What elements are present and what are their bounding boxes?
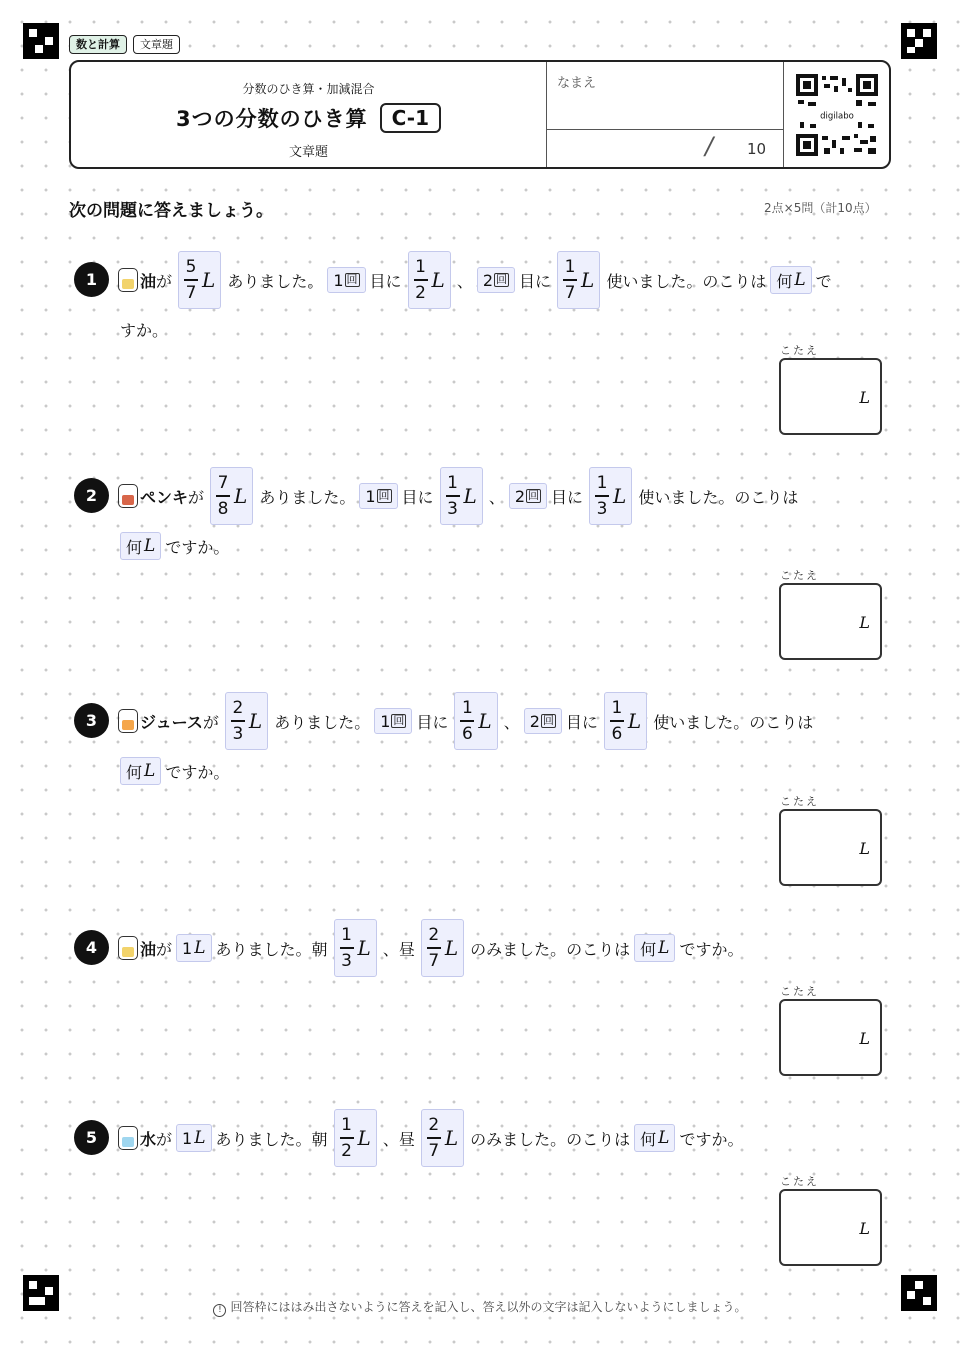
text: 使いました。のこりは [638, 487, 799, 507]
fraction-used-1 [408, 251, 451, 309]
answer-box[interactable] [779, 1189, 882, 1266]
text: 、 [488, 487, 505, 507]
answer-unit: L [859, 1219, 870, 1238]
question-chip [634, 1124, 675, 1152]
oil-bottle-icon [118, 268, 138, 292]
fraction-morning [334, 1109, 377, 1167]
text: ありました。 [227, 271, 324, 291]
answer-box[interactable] [779, 999, 882, 1076]
whole: 1 [182, 1128, 193, 1148]
text: 、 [503, 712, 520, 732]
fraction-used-2 [557, 251, 600, 309]
tag-number-calc: 数と計算 [69, 35, 127, 54]
footer-text: 回答枠にははみ出さないように答えを記入し、答え以外の文字は記入しないようにしましょう。 [230, 1300, 747, 1314]
text: ありました。 [274, 712, 371, 732]
water-glass-icon [118, 1126, 138, 1150]
answer-unit: L [859, 839, 870, 858]
denominator: 7 [428, 1140, 440, 1161]
subject: 油 [140, 939, 157, 959]
particle: が [156, 1129, 173, 1149]
denominator: 2 [415, 282, 426, 303]
times-chip [359, 483, 397, 509]
qr-label: digilabo [820, 111, 854, 122]
text: 、 [456, 271, 473, 291]
count: 1 [380, 711, 391, 731]
problem-text-line-2 [120, 317, 168, 341]
level-badge: C-1 [380, 103, 441, 133]
numerator: 1 [341, 925, 352, 946]
problem-text-line [118, 692, 813, 750]
footer-note [0, 1298, 960, 1317]
text: すか。 [120, 320, 169, 340]
oil-bottle-icon [118, 936, 138, 960]
text: のみました。のこりは [470, 1129, 631, 1149]
paint-can-icon [118, 484, 138, 508]
times-chip [374, 708, 412, 734]
answer-box[interactable] [779, 809, 882, 886]
numerator: 1 [341, 1115, 352, 1136]
points-info: 2点×5問（計10点） [764, 201, 877, 215]
unit: L [627, 709, 642, 733]
problem-text-line [118, 919, 743, 977]
problem-number: 2 [74, 478, 109, 513]
fraction-noon [421, 919, 464, 977]
subject: ペンキ [140, 487, 189, 507]
text: ですか。 [165, 762, 230, 782]
denominator: 3 [341, 950, 352, 971]
particle: が [202, 712, 219, 732]
numerator: 2 [428, 1115, 440, 1136]
denominator: 8 [217, 498, 229, 519]
nani: 何 [640, 939, 657, 959]
answer-unit: L [859, 613, 870, 632]
nani: 何 [640, 1129, 657, 1149]
subject: 水 [140, 1129, 157, 1149]
answer-unit: L [859, 388, 870, 407]
problem-text-line [118, 467, 798, 525]
problem-text-line [118, 251, 832, 309]
unit: L [431, 268, 445, 292]
corner-marker-top-left [23, 23, 59, 59]
text: 目に [565, 712, 598, 732]
unit: L [658, 938, 670, 958]
text: ですか。 [679, 939, 744, 959]
denominator: 7 [428, 950, 440, 971]
unit: L [444, 936, 459, 960]
denominator: 7 [185, 282, 197, 303]
question-chip [770, 266, 811, 294]
denominator: 7 [564, 282, 576, 303]
juice-box-icon [118, 709, 138, 733]
kai-glyph: 回 [496, 273, 508, 286]
numerator: 5 [185, 257, 197, 278]
answer-label: こたえ [780, 569, 819, 582]
kai-glyph: 回 [542, 714, 554, 727]
worksheet-header [69, 60, 891, 169]
count: 1 [333, 270, 344, 290]
particle: が [156, 939, 173, 959]
text: 使いました。のこりは [606, 271, 767, 291]
fraction-used-2 [589, 467, 632, 525]
score-field[interactable] [547, 130, 783, 167]
text: 目に [416, 712, 449, 732]
unit: L [248, 709, 263, 733]
whole-amount-chip [176, 934, 211, 962]
subject: ジュース [140, 712, 203, 732]
worksheet-subtitle: 分数のひき算・加減混合 [242, 82, 375, 96]
times-chip [327, 267, 365, 293]
kai-glyph: 回 [528, 489, 540, 502]
numerator: 1 [461, 698, 473, 719]
denominator: 3 [596, 498, 608, 519]
unit: L [144, 536, 156, 556]
times-chip [477, 267, 515, 293]
problem-text-line [118, 1109, 743, 1167]
problem-text-line-2 [120, 531, 229, 561]
text: ありました。朝 [215, 939, 328, 959]
problem-number: 1 [74, 262, 109, 297]
score-slash: / [705, 132, 714, 160]
whole: 1 [182, 938, 193, 958]
question-chip [120, 757, 161, 785]
count: 2 [482, 270, 494, 290]
text: ですか。 [165, 537, 230, 557]
unit: L [613, 484, 627, 508]
unit: L [194, 938, 206, 958]
times-chip [509, 483, 547, 509]
problem-number: 3 [74, 703, 109, 738]
answer-label: こたえ [780, 344, 819, 357]
corner-marker-top-right [901, 23, 937, 59]
count: 2 [514, 486, 526, 506]
unit: L [658, 1128, 670, 1148]
problem-number: 5 [74, 1120, 109, 1155]
fraction-used-1 [440, 467, 483, 525]
nani: 何 [776, 271, 793, 291]
worksheet-type: 文章題 [288, 145, 328, 160]
count: 1 [365, 486, 376, 506]
text: で [815, 271, 832, 291]
answer-label: こたえ [780, 985, 819, 998]
fraction-noon [421, 1109, 464, 1167]
unit: L [581, 268, 595, 292]
denominator: 6 [461, 723, 473, 744]
fraction-amount [210, 467, 253, 525]
text: 目に [551, 487, 584, 507]
answer-box[interactable] [779, 358, 882, 435]
subject: 油 [140, 271, 157, 291]
nani: 何 [126, 762, 143, 782]
text: 、昼 [382, 939, 415, 959]
tag-word-problem: 文章題 [133, 35, 180, 54]
numerator: 1 [564, 257, 576, 278]
text: のみました。のこりは [470, 939, 631, 959]
text: 目に [369, 271, 402, 291]
whole-amount-chip [176, 1124, 211, 1152]
name-label: なまえ [557, 76, 597, 91]
text: 、昼 [382, 1129, 415, 1149]
numerator: 7 [217, 473, 229, 494]
score-total: 10 [747, 140, 767, 158]
problem-text-line-2 [120, 756, 229, 786]
numerator: 2 [428, 925, 440, 946]
problem-number: 4 [74, 930, 109, 965]
nani: 何 [126, 537, 143, 557]
unit: L [463, 484, 477, 508]
denominator: 2 [341, 1140, 352, 1161]
instruction: 次の問題に答えましょう。 [69, 201, 273, 221]
particle: が [188, 487, 205, 507]
text: 目に [519, 271, 552, 291]
unit: L [202, 268, 216, 292]
answer-unit: L [859, 1029, 870, 1048]
fraction-used-2 [604, 692, 647, 750]
denominator: 3 [232, 723, 244, 744]
denominator: 3 [447, 498, 458, 519]
worksheet-title: 3つの分数のひき算 [176, 107, 368, 131]
unit: L [357, 1126, 371, 1150]
info-icon: ! [213, 1304, 226, 1317]
numerator: 1 [415, 257, 426, 278]
text: 使いました。のこりは [653, 712, 814, 732]
unit: L [794, 270, 806, 290]
fraction-used-1 [454, 692, 497, 750]
text: ありました。 [259, 487, 356, 507]
qr-cell [783, 62, 889, 167]
text: ですか。 [679, 1129, 744, 1149]
text: 目に [401, 487, 434, 507]
answer-label: こたえ [780, 1175, 819, 1188]
fraction-amount [178, 251, 221, 309]
numerator: 1 [447, 473, 458, 494]
unit: L [478, 709, 492, 733]
title-block [71, 62, 547, 167]
denominator: 6 [611, 723, 623, 744]
kai-glyph: 回 [378, 489, 390, 502]
times-chip [524, 708, 562, 734]
numerator: 1 [611, 698, 623, 719]
unit: L [144, 761, 156, 781]
kai-glyph: 回 [393, 714, 405, 727]
question-chip [634, 934, 675, 962]
question-chip [120, 532, 161, 560]
fraction-amount [225, 692, 268, 750]
count: 2 [529, 711, 540, 731]
category-tags [69, 35, 180, 54]
unit: L [194, 1128, 206, 1148]
unit: L [357, 936, 371, 960]
unit: L [444, 1126, 459, 1150]
name-field[interactable] [547, 62, 783, 130]
fraction-morning [334, 919, 377, 977]
numerator: 1 [596, 473, 608, 494]
answer-label: こたえ [780, 795, 819, 808]
qr-code-icon [796, 74, 878, 156]
kai-glyph: 回 [346, 273, 358, 286]
numerator: 2 [232, 698, 244, 719]
particle: が [156, 271, 173, 291]
unit: L [234, 484, 248, 508]
answer-box[interactable] [779, 583, 882, 660]
text: ありました。朝 [215, 1129, 328, 1149]
